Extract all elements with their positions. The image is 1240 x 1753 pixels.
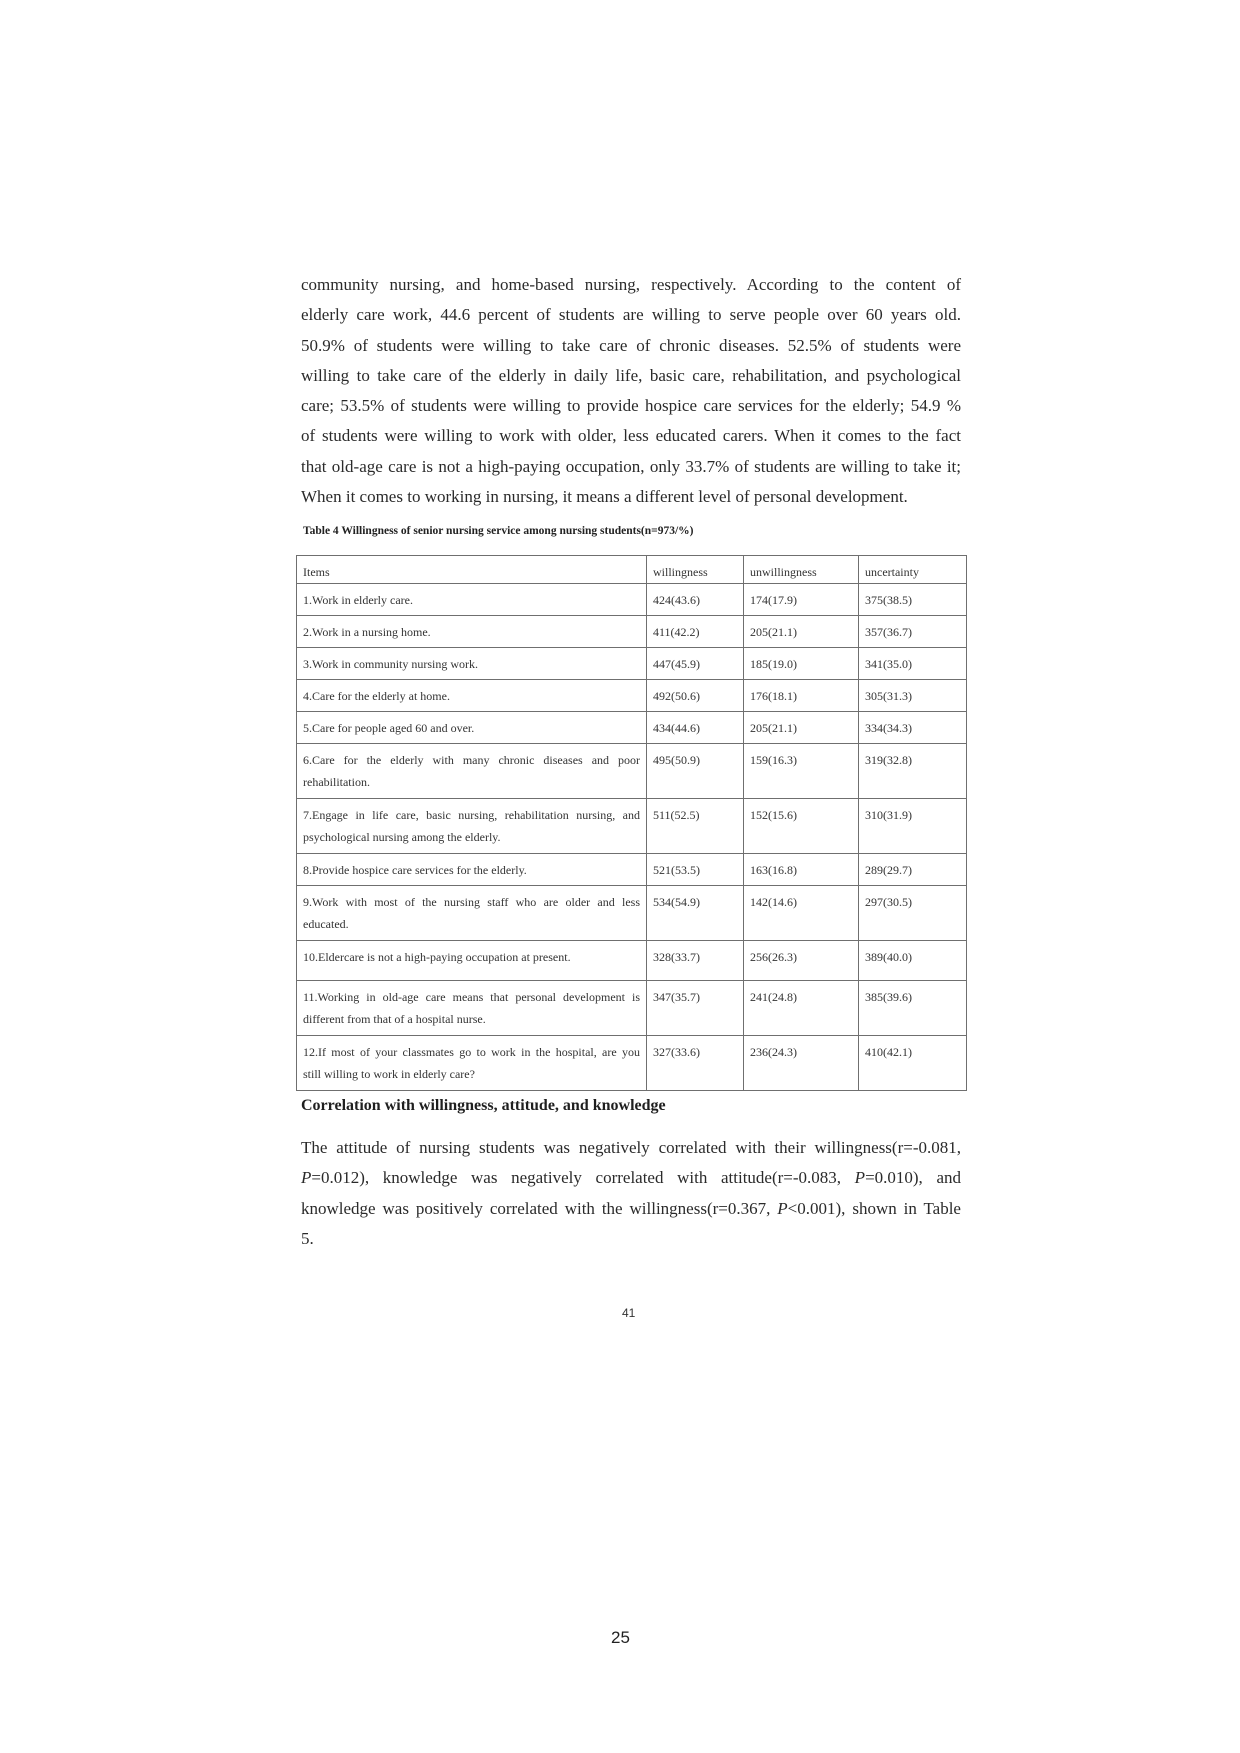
cell-uncertainty: 334(34.3) xyxy=(859,712,967,744)
item-text-line: 2.Work in a nursing home. xyxy=(303,625,431,639)
cell-unwillingness: 205(21.1) xyxy=(744,616,859,648)
cell-item xyxy=(297,744,647,799)
cell-uncertainty: 319(32.8) xyxy=(859,744,967,799)
item-text-line: 4.Care for the elderly at home. xyxy=(303,689,450,703)
table-row xyxy=(297,941,967,981)
table-header-row xyxy=(297,556,967,584)
p-symbol: P xyxy=(777,1198,788,1218)
item-text-line: 5.Care for people aged 60 and over. xyxy=(303,721,475,735)
item-text-line: 11.Working in old-age care means that personal development is xyxy=(303,990,640,1004)
correlation-line xyxy=(301,1224,961,1254)
table-row xyxy=(297,744,967,799)
intro-line: of students were willing to work with older, less educated carers. When it comes to the fact xyxy=(301,426,961,446)
cell-willingness: 328(33.7) xyxy=(647,941,744,981)
cell-uncertainty: 385(39.6) xyxy=(859,981,967,1036)
cell-item xyxy=(297,1036,647,1091)
correlation-paragraph xyxy=(301,1133,961,1254)
item-text-line: 1.Work in elderly care. xyxy=(303,593,413,607)
intro-line: community nursing, and home-based nursing, respectively. According to the content of xyxy=(301,275,961,294)
cell-willingness: 411(42.2) xyxy=(647,616,744,648)
intro-line: 50.9% of students were willing to take care of chronic diseases. 52.5% of students were xyxy=(301,335,961,355)
table-row xyxy=(297,680,967,712)
table-row xyxy=(297,799,967,854)
intro-paragraph xyxy=(301,270,961,512)
cell-unwillingness: 174(17.9) xyxy=(744,584,859,616)
cell-willingness: 495(50.9) xyxy=(647,744,744,799)
item-text-line: 8.Provide hospice care services for the elderly. xyxy=(303,863,527,877)
table-row xyxy=(297,854,967,886)
table-row xyxy=(297,584,967,616)
cell-item xyxy=(297,799,647,854)
intro-line: that old-age care is not a high-paying occupation, only 33.7% of students are willing to take it; xyxy=(301,456,961,476)
intro-line: care; 53.5% of students were willing to provide hospice care services for the elderly; 54.9 % xyxy=(301,396,961,416)
cell-item xyxy=(297,616,647,648)
cell-willingness: 492(50.6) xyxy=(647,680,744,712)
item-text-line: 9.Work with most of the nursing staff who are older and less xyxy=(303,895,640,909)
cell-uncertainty: 389(40.0) xyxy=(859,941,967,981)
table-row xyxy=(297,1036,967,1091)
cell-willingness: 424(43.6) xyxy=(647,584,744,616)
cell-unwillingness: 205(21.1) xyxy=(744,712,859,744)
header-willingness: willingness xyxy=(647,556,744,584)
cell-unwillingness: 163(16.8) xyxy=(744,854,859,886)
table-row xyxy=(297,648,967,680)
cell-uncertainty: 305(31.3) xyxy=(859,680,967,712)
cell-uncertainty: 310(31.9) xyxy=(859,799,967,854)
header-uncertainty: uncertainty xyxy=(859,556,967,584)
cell-item xyxy=(297,712,647,744)
cell-willingness: 327(33.6) xyxy=(647,1036,744,1091)
item-text-line: 12.If most of your classmates go to work in the hospital, are you xyxy=(303,1045,640,1059)
item-text-line: 3.Work in community nursing work. xyxy=(303,657,479,671)
cell-item xyxy=(297,680,647,712)
cell-uncertainty: 289(29.7) xyxy=(859,854,967,886)
table-caption: Table 4 Willingness of senior nursing service among nursing students(n=973/%) xyxy=(303,525,694,537)
intro-line: When it comes to working in nursing, it means a different level of personal development. xyxy=(301,487,908,507)
cell-unwillingness: 236(24.3) xyxy=(744,1036,859,1091)
item-text-line: educated. xyxy=(303,917,349,931)
cell-uncertainty: 297(30.5) xyxy=(859,886,967,941)
table-row xyxy=(297,712,967,744)
table-row xyxy=(297,981,967,1036)
correlation-text: =0.010), and xyxy=(865,1168,961,1188)
cell-unwillingness: 142(14.6) xyxy=(744,886,859,941)
cell-willingness: 511(52.5) xyxy=(647,799,744,854)
cell-willingness: 534(54.9) xyxy=(647,886,744,941)
cell-unwillingness: 159(16.3) xyxy=(744,744,859,799)
cell-unwillingness: 152(15.6) xyxy=(744,799,859,854)
header-items: Items xyxy=(297,556,647,584)
cell-unwillingness: 176(18.1) xyxy=(744,680,859,712)
cell-item xyxy=(297,648,647,680)
cell-unwillingness: 241(24.8) xyxy=(744,981,859,1036)
cell-item xyxy=(297,981,647,1036)
cell-uncertainty: 357(36.7) xyxy=(859,616,967,648)
cell-willingness: 347(35.7) xyxy=(647,981,744,1036)
table-row xyxy=(297,886,967,941)
item-text-line: psychological nursing among the elderly. xyxy=(303,830,501,844)
correlation-line xyxy=(301,1163,961,1193)
inner-page-number: 41 xyxy=(622,1306,636,1320)
cell-unwillingness: 256(26.3) xyxy=(744,941,859,981)
table-row xyxy=(297,616,967,648)
cell-unwillingness: 185(19.0) xyxy=(744,648,859,680)
cell-uncertainty: 341(35.0) xyxy=(859,648,967,680)
correlation-text: knowledge was positively correlated with the willingness(r=0.367, xyxy=(301,1198,778,1218)
correlation-text: The attitude of nursing students was negatively correlated with their willingness(r=-0.081, xyxy=(301,1138,961,1157)
willingness-table xyxy=(296,555,967,1091)
item-text-line: still willing to work in elderly care? xyxy=(303,1067,475,1081)
correlation-text: 5. xyxy=(301,1228,314,1248)
outer-page-number: 25 xyxy=(611,1628,630,1647)
p-symbol: P xyxy=(854,1168,866,1188)
cell-willingness: 447(45.9) xyxy=(647,648,744,680)
section-heading: Correlation with willingness, attitude, and knowledge xyxy=(301,1097,666,1114)
cell-willingness: 521(53.5) xyxy=(647,854,744,886)
correlation-text: =0.012), knowledge was negatively correlated with attitude(r=-0.083, xyxy=(311,1168,855,1188)
correlation-line xyxy=(301,1133,961,1163)
cell-item xyxy=(297,854,647,886)
cell-uncertainty: 375(38.5) xyxy=(859,584,967,616)
intro-line: willing to take care of the elderly in daily life, basic care, rehabilitation, and psychological xyxy=(301,365,961,385)
cell-item xyxy=(297,886,647,941)
cell-item xyxy=(297,941,647,981)
header-unwillingness: unwillingness xyxy=(744,556,859,584)
p-symbol: P xyxy=(301,1168,312,1188)
correlation-line xyxy=(301,1194,961,1224)
cell-uncertainty: 410(42.1) xyxy=(859,1036,967,1091)
item-text-line: 6.Care for the elderly with many chronic diseases and poor xyxy=(303,753,640,767)
item-text-line: 7.Engage in life care, basic nursing, rehabilitation nursing, and xyxy=(303,808,640,822)
cell-item xyxy=(297,584,647,616)
correlation-text: <0.001), shown in Table xyxy=(787,1198,961,1218)
item-text-line: rehabilitation. xyxy=(303,775,370,789)
item-text-line: different from that of a hospital nurse. xyxy=(303,1012,486,1026)
item-text-line: 10.Eldercare is not a high-paying occupation at present. xyxy=(303,950,571,964)
cell-willingness: 434(44.6) xyxy=(647,712,744,744)
intro-line: elderly care work, 44.6 percent of students are willing to serve people over 60 years old. xyxy=(301,305,961,325)
